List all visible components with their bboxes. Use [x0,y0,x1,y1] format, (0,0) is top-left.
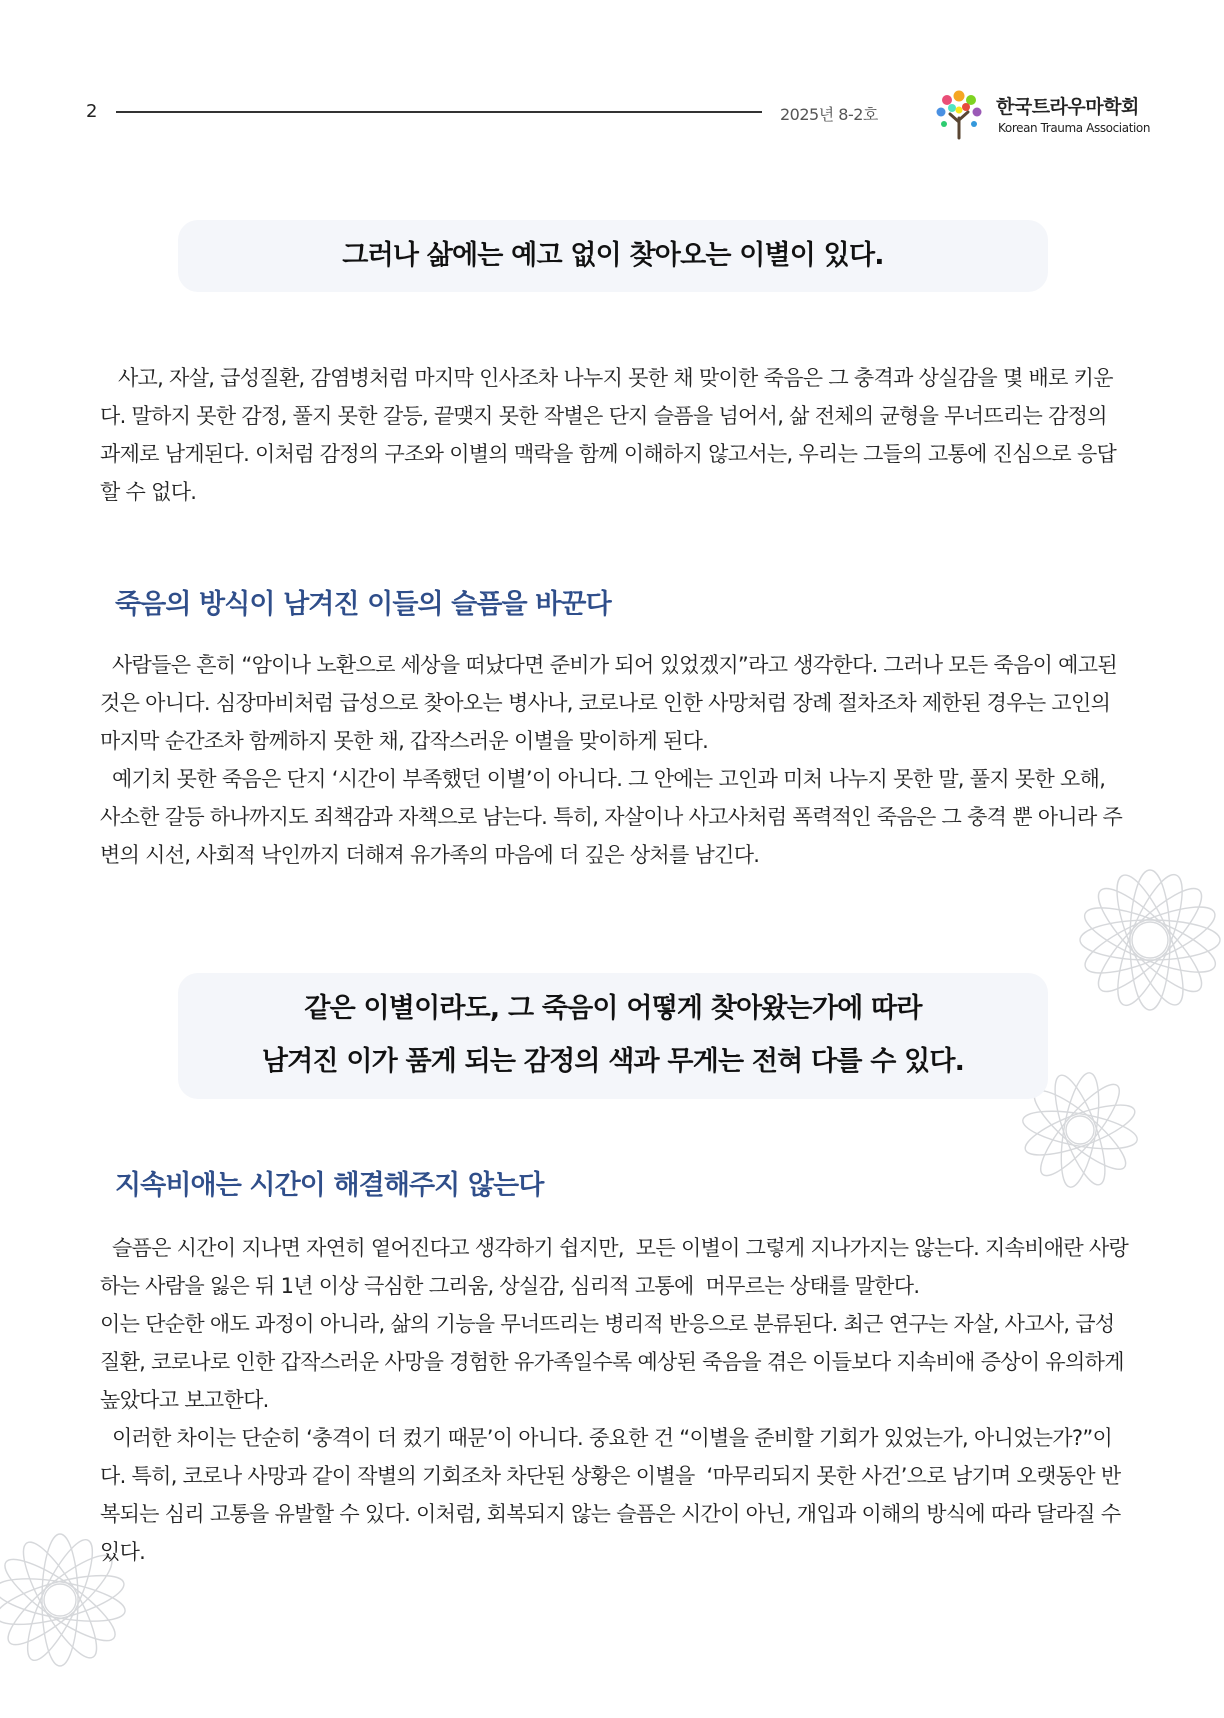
quote-line: 같은 이별이라도, 그 죽음이 어떻게 찾아왔는가에 따라 [304,993,922,1025]
paragraph: 이러한 차이는 단순히 ‘충격이 더 컸기 때문’이 아니다. 중요한 건 “이별을 준비할 기회가 있었는가, 아니었는가?”이다. 특히, 코로나 사망과 같이 작별의 기회조차 차단된 상황은 이별을 ‘마무리되지 못한 사건’으로 남기며 오랫동안 반복되는 심리 고통을 유발할 수 있다. 이처럼, 회복되지 않는 슬픔은 시간이 아닌, 개입과 이해의 방식에 따라 달라질 수 있다. [100,1426,1127,1564]
org-name-en: Korean Trauma Association [998,121,1151,135]
intro-text [100,359,1130,511]
header-divider [116,111,762,113]
org-name-ko: 한국트라우마학회 [996,96,1139,118]
section-body [100,646,1130,874]
paragraph: 예기치 못한 죽음은 단지 ‘시간이 부족했던 이별’이 아니다. 그 안에는 고인과 미처 나누지 못한 말, 풀지 못한 오해, 사소한 갈등 하나까지도 죄책감과 자책으로 남는다. 특히, 자살이나 사고사처럼 폭력적인 죽음은 그 충격 뿐 아니라 주변의 시선, 사회적 낙인까지 더해져 유가족의 마음에 더 깊은 상처를 남긴다. [100,767,1123,867]
quote-line: 그러나 삶에는 예고 없이 찾아오는 이별이 있다. [342,239,884,271]
issue-label: 2025년 8-2호 [780,105,878,124]
section-heading: 지속비애는 시간이 해결해주지 않는다 [115,1170,544,1201]
quote-line: 남겨진 이가 품게 되는 감정의 색과 무게는 전혀 다를 수 있다. [261,1046,965,1077]
paragraph: 사람들은 흔히 “암이나 노환으로 세상을 떠났다면 준비가 되어 있었겠지”라고 생각한다. 그러나 모든 죽음이 예고된 것은 아니다. 심장마비처럼 급성으로 찾아오는 병사나, 코로나로 인한 사망처럼 장례 절차조차 제한된 경우는 고인의 마지막 순간조차 함께하지 못한 채, 갑작스러운 이별을 맞이하게 된다. [100,653,1123,753]
section-body [100,1229,1130,1571]
paragraph: 사고, 자살, 급성질환, 감염병처럼 마지막 인사조차 나누지 못한 채 맞이한 죽음은 그 충격과 상실감을 몇 배로 키운다. 말하지 못한 감정, 풀지 못한 갈등, 끝맺지 못한 작별은 단지 슬픔을 넘어서, 삶 전체의 균형을 무너뜨리는 감정의 과제로 남게된다. 이처럼 감정의 구조와 이별의 맥락을 함께 이해하지 않고서는, 우리는 그들의 고통에 진심으로 응답할 수 없다. [100,366,1117,504]
section-heading: 죽음의 방식이 남겨진 이들의 슬픔을 바꾼다 [115,589,611,620]
paragraph: 슬픔은 시간이 지나면 자연히 옅어진다고 생각하기 쉽지만, 모든 이별이 그렇게 지나가지는 않는다. 지속비애란 사랑하는 사람을 잃은 뒤 1년 이상 극심한 그리움, 상실감, 심리적 고통에 머무르는 상태를 말한다. [100,1236,1129,1298]
page-number: 2 [86,101,98,122]
tree-logo-icon [932,88,986,140]
quote-box [178,220,1048,292]
quote-box [178,973,1048,1099]
paragraph: 이는 단순한 애도 과정이 아니라, 삶의 기능을 무너뜨리는 병리적 반응으로 분류된다. 최근 연구는 자살, 사고사, 급성질환, 코로나로 인한 갑작스러운 사망을 경험한 유가족일수록 예상된 죽음을 겪은 이들보다 지속비애 증상이 유의하게 높았다고 보고한다. [100,1312,1130,1412]
